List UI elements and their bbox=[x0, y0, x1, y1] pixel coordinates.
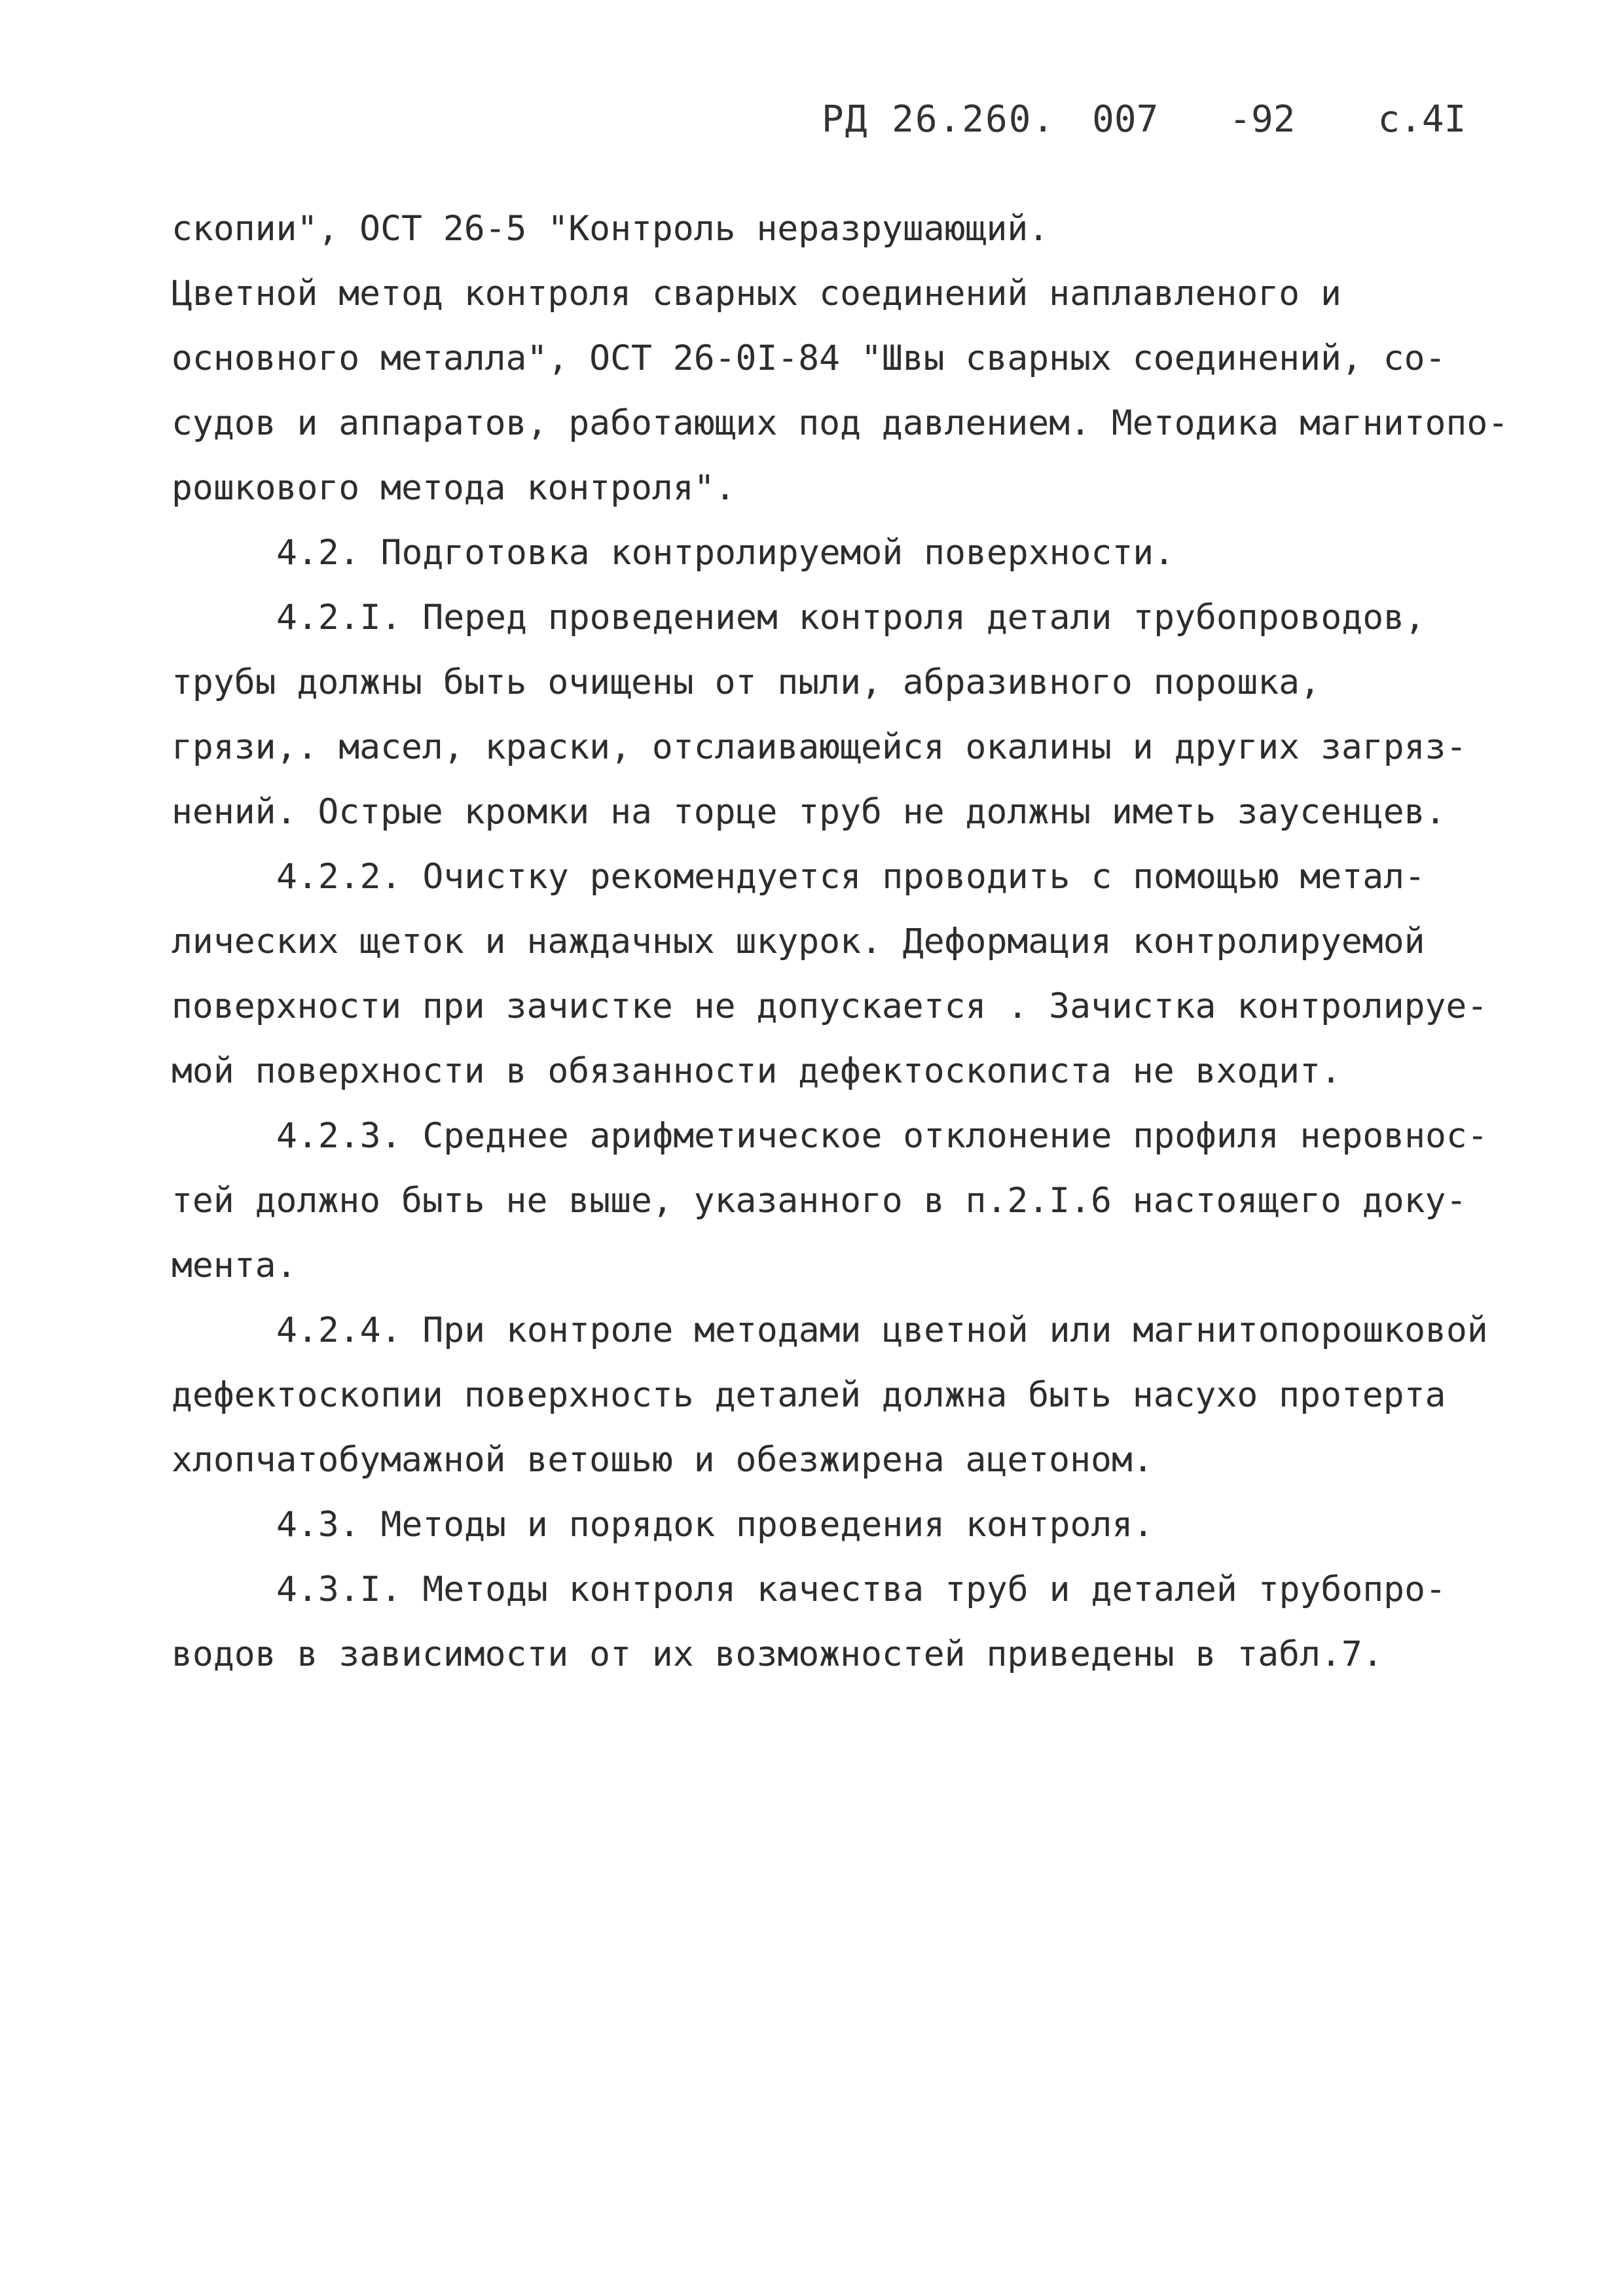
text-line: мента. bbox=[172, 1246, 297, 1285]
paragraph-start: 4.3.I. Методы контроля качества труб и деталей трубопро- bbox=[276, 1570, 1446, 1609]
section-heading: 4.2. Подготовка контролируемой поверхности. bbox=[276, 533, 1175, 573]
text-line: дефектоскопии поверхность деталей должна быть насухо протерта bbox=[172, 1375, 1446, 1415]
text-line: рошкового метода контроля". bbox=[172, 468, 736, 508]
text-line: мой поверхности в обязанности дефектоскописта не входит. bbox=[172, 1051, 1341, 1091]
paragraph-start: 4.2.2. Очистку рекомендуется проводить с помощью метал- bbox=[276, 857, 1425, 897]
text-line: водов в зависимости от их возможностей приведены в табл.7. bbox=[172, 1634, 1383, 1674]
document-year: -92 bbox=[1229, 98, 1296, 141]
text-line: скопии", ОСТ 26-5 "Контроль неразрушающий. bbox=[172, 209, 1049, 249]
paragraph-start: 4.2.I. Перед проведением контроля детали трубопроводов, bbox=[276, 598, 1425, 637]
text-line: лических щеток и наждачных шкурок. Деформация контролируемой bbox=[172, 922, 1425, 961]
text-line: поверхности при зачистке не допускается . Зачистка контролируе- bbox=[172, 986, 1488, 1026]
text-line: основного металла", ОСТ 26-0I-84 "Швы сварных соединений, со- bbox=[172, 338, 1446, 378]
document-body bbox=[172, 196, 1509, 1687]
section-heading: 4.3. Методы и порядок проведения контроля. bbox=[276, 1505, 1154, 1545]
document-code: РД 26.260. bbox=[822, 98, 1056, 141]
text-line: нений. Острые кромки на торце труб не должны иметь заусенцев. bbox=[172, 792, 1446, 832]
document-number: 007 bbox=[1092, 98, 1159, 141]
page-header bbox=[822, 97, 1466, 143]
paragraph-start: 4.2.4. При контроле методами цветной или магнитопорошковой bbox=[276, 1310, 1488, 1350]
paragraph-start: 4.2.3. Среднее арифметическое отклонение профиля неровнос- bbox=[276, 1116, 1488, 1156]
text-line: хлопчатобумажной ветошью и обезжирена ацетоном. bbox=[172, 1440, 1154, 1480]
page-number: с.4I bbox=[1377, 98, 1467, 141]
text-line: тей должно быть не выше, указанного в п.2.I.6 настоящего доку- bbox=[172, 1181, 1467, 1221]
text-line: трубы должны быть очищены от пыли, абразивного порошка, bbox=[172, 662, 1321, 702]
text-line: грязи,. масел, краски, отслаивающейся окалины и других загряз- bbox=[172, 727, 1467, 767]
text-line: Цветной метод контроля сварных соединений наплавленого и bbox=[172, 274, 1341, 314]
text-line: судов и аппаратов, работающих под давлением. Методика магнитопо- bbox=[172, 403, 1509, 443]
